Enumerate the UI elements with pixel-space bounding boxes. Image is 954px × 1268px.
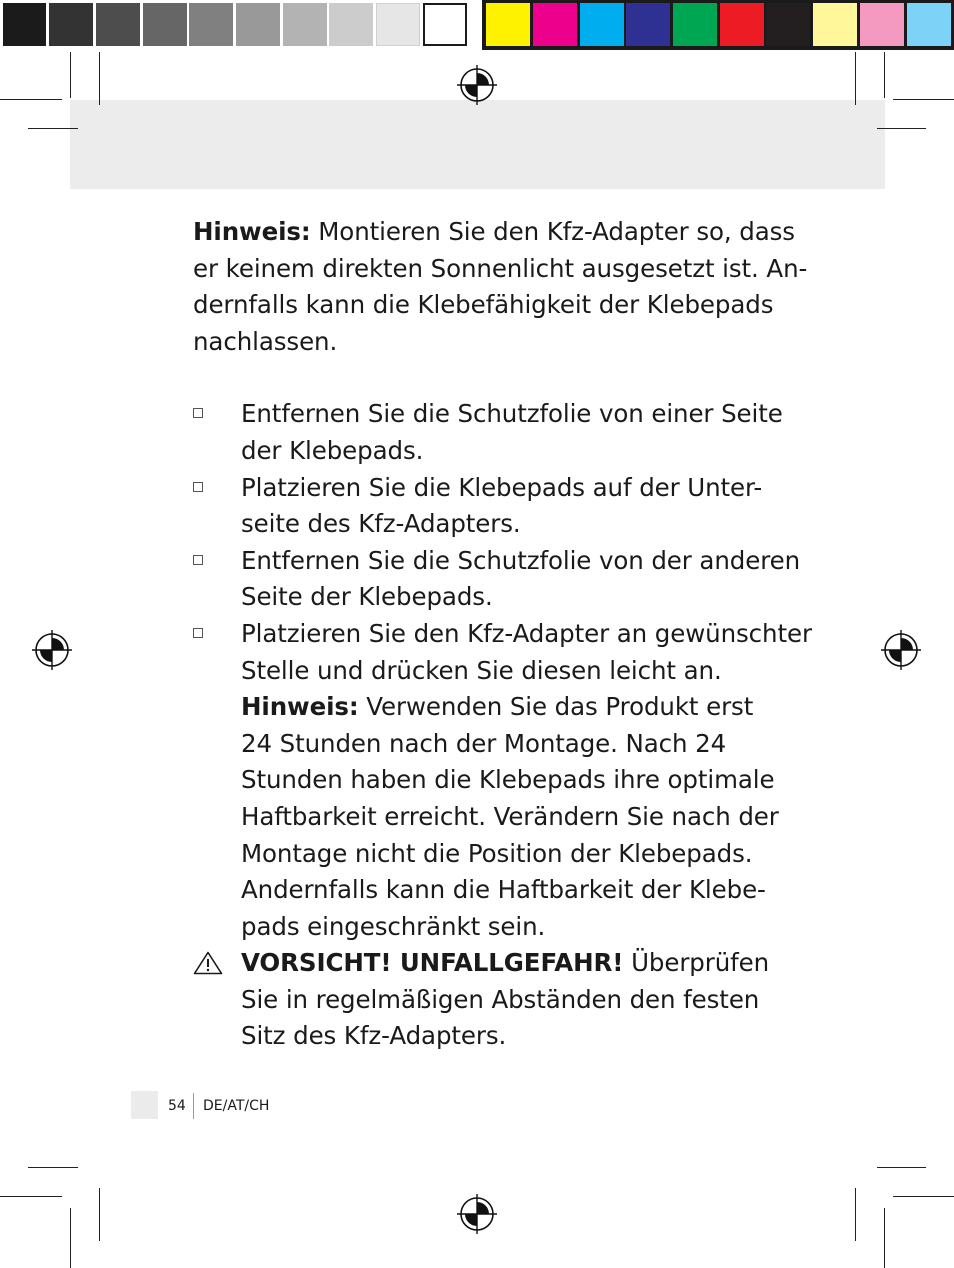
note-text: dernfalls kann die Klebefähigkeit der Klebepads bbox=[193, 290, 774, 320]
header-band bbox=[70, 100, 885, 189]
step-text: Platzieren Sie die Klebepads auf der Unter- bbox=[241, 472, 763, 502]
swatch-cyan bbox=[580, 3, 624, 46]
step-text: Platzieren Sie den Kfz-Adapter an gewünschter bbox=[241, 618, 812, 648]
manual-content bbox=[193, 214, 812, 1055]
step-text: Entfernen Sie die Schutzfolie von der anderen bbox=[241, 545, 801, 575]
color-calibration-bar bbox=[0, 0, 954, 50]
crop-mark bbox=[893, 1196, 954, 1197]
step-item bbox=[193, 543, 801, 616]
step-text: seite des Kfz-Adapters. bbox=[241, 509, 521, 539]
crop-mark bbox=[28, 128, 78, 129]
registration-mark-icon bbox=[881, 630, 921, 670]
crop-mark bbox=[99, 52, 100, 105]
swatch-yellow bbox=[486, 3, 530, 46]
crop-mark bbox=[884, 1208, 885, 1268]
warning-label: VORSICHT! UNFALLGEFAHR! bbox=[241, 948, 624, 978]
note-text: nachlassen. bbox=[193, 326, 338, 356]
note-text: Montieren Sie den Kfz-Adapter so, dass bbox=[310, 217, 795, 246]
swatch-gray-9 bbox=[376, 3, 420, 46]
text-line bbox=[241, 945, 768, 982]
note-text: Haftbarkeit erreicht. Verändern Sie nach der bbox=[241, 801, 779, 831]
mounting-note bbox=[193, 214, 808, 360]
swatch-pink bbox=[860, 3, 904, 46]
checkbox-bullet-icon bbox=[193, 555, 203, 565]
swatch-magenta bbox=[533, 3, 577, 46]
crop-mark bbox=[70, 1208, 71, 1268]
swatch-black bbox=[766, 3, 810, 46]
note-text: Verwenden Sie das Produkt erst bbox=[358, 692, 754, 722]
step-item bbox=[193, 616, 812, 945]
swatch-gray-5 bbox=[189, 3, 233, 46]
checkbox-bullet-icon bbox=[193, 482, 203, 492]
footer-marker bbox=[131, 1091, 158, 1119]
warning-triangle-icon bbox=[193, 951, 223, 975]
swatch-gray-3 bbox=[96, 3, 140, 46]
swatch-red bbox=[720, 3, 764, 46]
crop-mark bbox=[877, 1167, 926, 1168]
note-label: Hinweis: bbox=[241, 692, 359, 722]
swatch-gray-10 bbox=[423, 3, 467, 46]
crop-mark bbox=[0, 99, 62, 100]
crop-mark bbox=[855, 52, 856, 105]
step-text: Entfernen Sie die Schutzfolie von einer Seite bbox=[241, 399, 783, 429]
note-text: Montage nicht die Position der Klebepads. bbox=[241, 838, 753, 868]
step-item bbox=[193, 470, 768, 543]
note-text: er keinem direkten Sonnenlicht ausgesetzt ist. An- bbox=[193, 253, 808, 283]
note-label: Hinweis: bbox=[193, 217, 311, 246]
swatch-green bbox=[673, 3, 717, 46]
note-text: pads eingeschränkt sein. bbox=[241, 911, 546, 941]
warning-text: Sie in regelmäßigen Abständen den festen bbox=[241, 984, 760, 1014]
swatch-light-cyan bbox=[907, 3, 951, 46]
swatch-gray-1 bbox=[3, 3, 46, 46]
note-text: 24 Stunden nach der Montage. Nach 24 bbox=[241, 728, 727, 758]
checkbox-bullet-icon bbox=[193, 628, 203, 638]
swatch-blue bbox=[626, 3, 670, 46]
step-text: Seite der Klebepads. bbox=[241, 582, 493, 612]
swatch-gray-2 bbox=[49, 3, 93, 46]
crop-mark bbox=[99, 1188, 100, 1241]
warning-text: Überprüfen bbox=[623, 948, 770, 978]
registration-mark-icon bbox=[457, 65, 497, 105]
crop-mark bbox=[28, 1167, 78, 1168]
registration-mark-icon bbox=[32, 630, 72, 670]
step-text: Stelle und drücken Sie diesen leicht an. bbox=[241, 655, 722, 685]
checkbox-bullet-icon bbox=[193, 408, 203, 418]
note-text: Andernfalls kann die Haftbarkeit der Klebe- bbox=[241, 875, 766, 905]
swatch-gray-7 bbox=[283, 3, 327, 46]
crop-mark bbox=[884, 52, 885, 98]
note-text: Stunden haben die Klebepads ihre optimale bbox=[241, 765, 775, 795]
warning-text: Sitz des Kfz-Adapters. bbox=[241, 1021, 507, 1051]
region-label: DE/AT/CH bbox=[203, 1098, 270, 1114]
swatch-gray-4 bbox=[143, 3, 187, 46]
swatch-gray-8 bbox=[329, 3, 373, 46]
step-item bbox=[193, 396, 783, 469]
footer-divider bbox=[193, 1093, 194, 1119]
swatch-gray-6 bbox=[236, 3, 280, 46]
crop-mark bbox=[0, 1196, 62, 1197]
step-text: der Klebepads. bbox=[241, 435, 424, 465]
crop-mark bbox=[877, 128, 926, 129]
swatch-light-yellow bbox=[813, 3, 857, 46]
warning-item bbox=[193, 945, 768, 1055]
crop-mark bbox=[893, 99, 954, 100]
text-line bbox=[241, 689, 768, 726]
registration-mark-icon bbox=[457, 1194, 497, 1234]
crop-mark bbox=[855, 1188, 856, 1241]
page-number: 54 bbox=[168, 1098, 186, 1114]
crop-mark bbox=[70, 52, 71, 98]
text-line bbox=[193, 214, 795, 251]
